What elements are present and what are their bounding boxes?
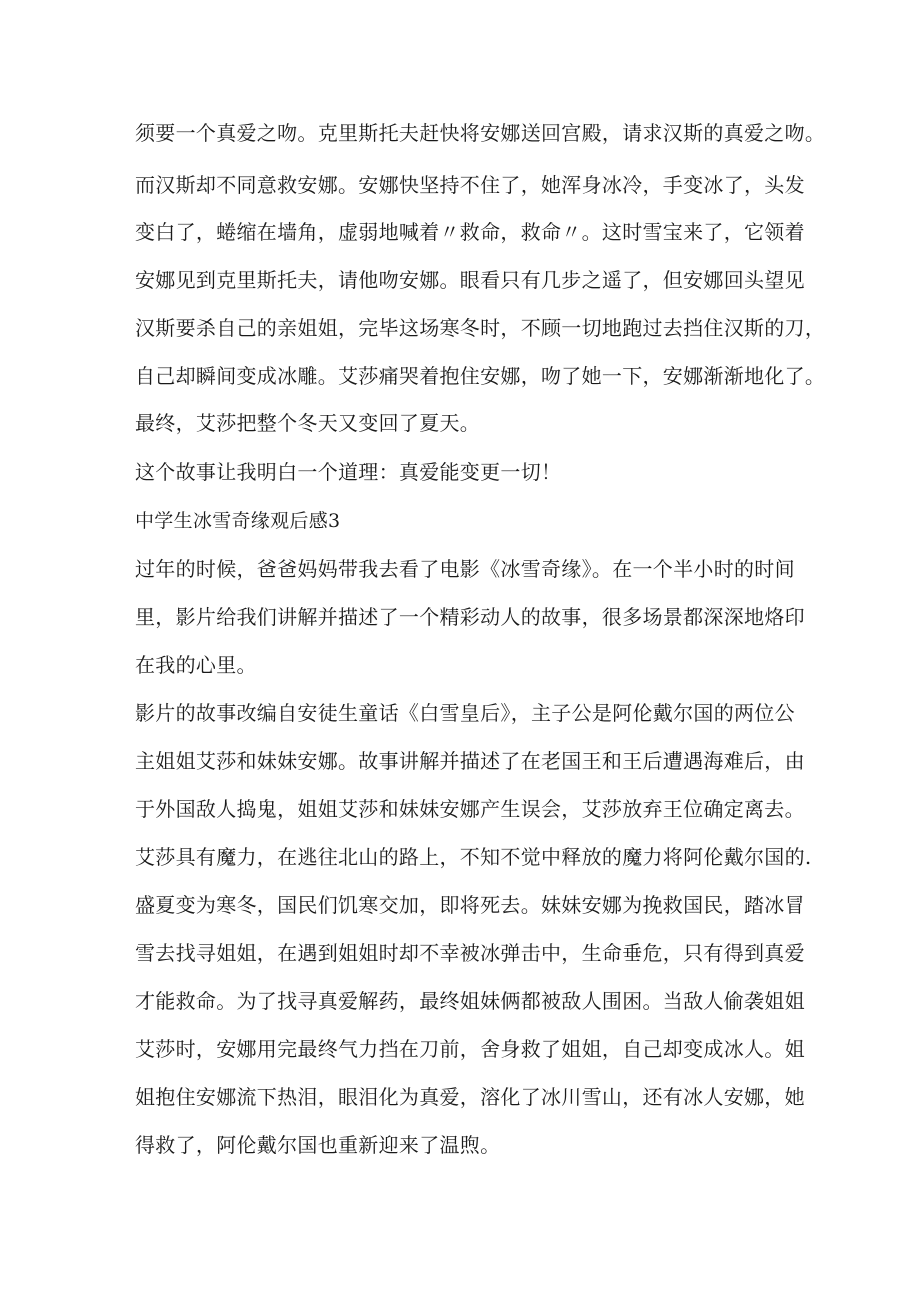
text-line: 得救了，阿伦戴尔国也重新迎来了温煦。 <box>135 1133 501 1157</box>
text-line: 雪去找寻姐姐，在遇到姐姐时却不幸被冰弹击中，生命垂危，只有得到真爱 <box>135 941 805 965</box>
text-line: 而汉斯却不同意救安娜。安娜快坚持不住了，她浑身冰冷，手变冰了，头发 <box>135 173 805 197</box>
text-line: 才能救命。为了找寻真爱解药，最终姐妹俩都被敌人围困。当敌人偷袭姐姐 <box>135 989 805 1013</box>
text-line: 最终，艾莎把整个冬天又变回了夏天。 <box>135 411 481 435</box>
text-line: 于外国敌人捣鬼，姐姐艾莎和妹妹安娜产生误会，艾莎放弃王位确定离去。 <box>135 797 805 821</box>
text-line: 汉斯要杀自己的亲姐姐，完毕这场寒冬时，不顾一切地跑过去挡住汉斯的刀， <box>135 316 826 340</box>
text-line: 主姐姐艾莎和妹妹安娜。故事讲解并描述了在老国王和王后遭遇海难后，由 <box>135 749 805 773</box>
text-line: 变白了，蜷缩在墙角，虚弱地喊着〃救命，救命〃。这时雪宝来了，它领着 <box>135 220 805 244</box>
text-line: 在我的心里。 <box>135 653 257 677</box>
text-line: 过年的时候，爸爸妈妈带我去看了电影《冰雪奇缘》。在一个半小时的时间 <box>135 557 795 581</box>
text-line: 影片的故事改编自安徒生童话《白雪皇后》，主子公是阿伦戴尔国的两位公 <box>135 701 795 725</box>
section-heading: 中学生冰雪奇缘观后感3 <box>135 510 341 532</box>
text-line: 须要一个真爱之吻。克里斯托夫赶快将安娜送回宫殿，请求汉斯的真爱之吻。 <box>135 121 826 145</box>
text-line: 自己却瞬间变成冰雕。艾莎痛哭着抱住安娜，吻了她一下，安娜渐渐地化了。 <box>135 364 826 388</box>
text-line: 安娜见到克里斯托夫，请他吻安娜。眼看只有几步之遥了，但安娜回头望见 <box>135 268 805 292</box>
text-line: 这个故事让我明白一个道理：真爱能变更一切！ <box>135 460 562 484</box>
text-line: 姐抱住安娜流下热泪，眼泪化为真爱，溶化了冰川雪山，还有冰人安娜，她 <box>135 1085 805 1109</box>
text-line: 盛夏变为寒冬，国民们饥寒交加，即将死去。妹妹安娜为挽救国民，踏冰冒 <box>135 893 805 917</box>
text-line: 艾莎具有魔力，在逃往北山的路上，不知不觉中释放的魔力将阿伦戴尔国的. <box>135 845 812 869</box>
text-line: 里，影片给我们讲解并描述了一个精彩动人的故事，很多场景都深深地烙印 <box>135 605 805 629</box>
text-line: 艾莎时，安娜用完最终气力挡在刀前，舍身救了姐姐，自己却变成冰人。姐 <box>135 1037 805 1061</box>
